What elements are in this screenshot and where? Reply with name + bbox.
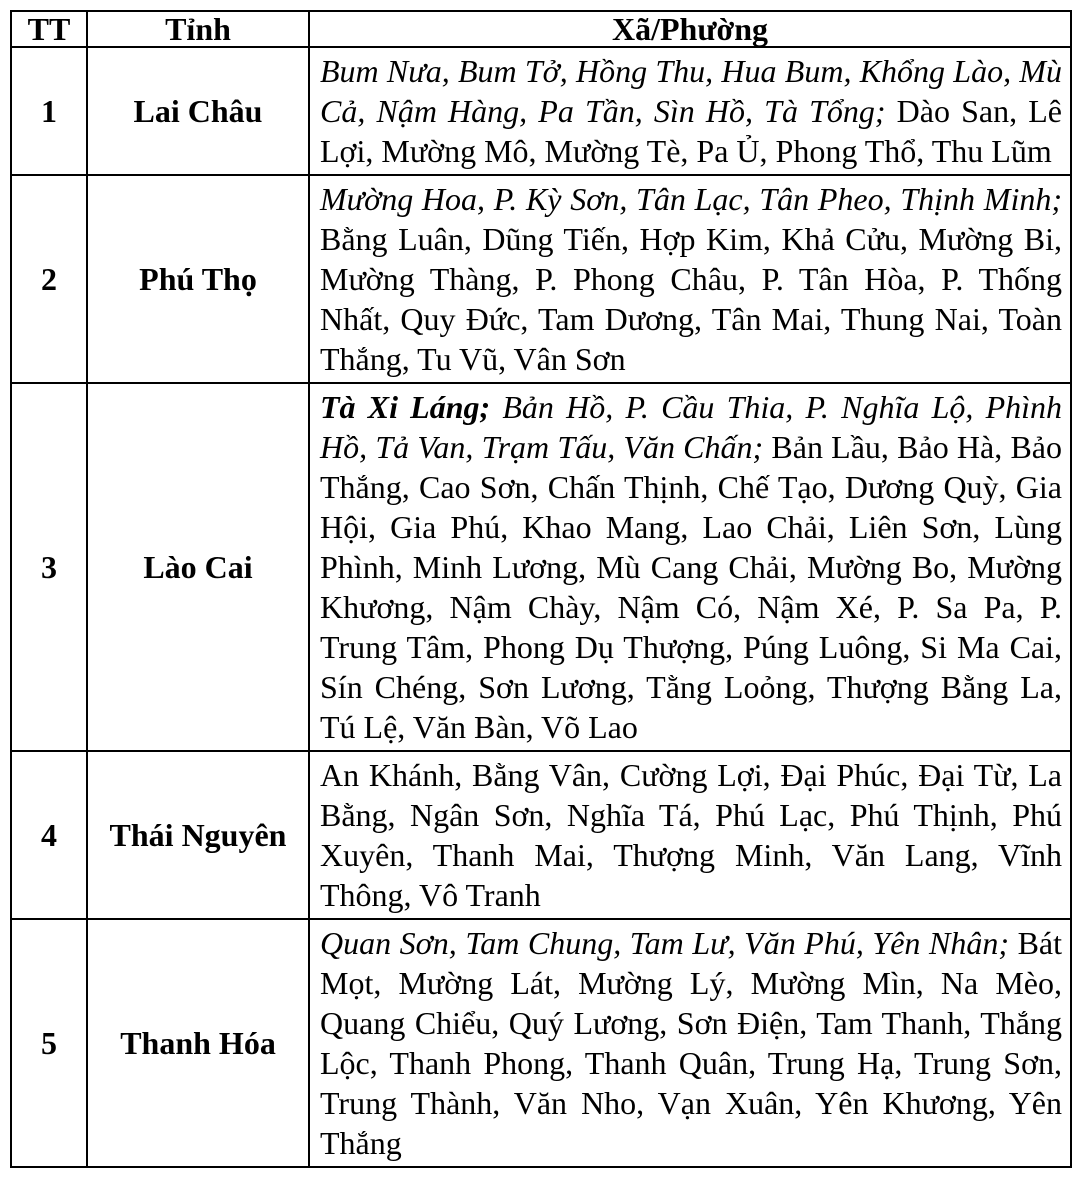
table-row: [11, 175, 1071, 383]
communes-list: [309, 919, 1071, 1167]
row-number: 2: [11, 175, 87, 383]
table-row: [11, 383, 1071, 751]
province-name: Phú Thọ: [87, 175, 309, 383]
table-body: [11, 47, 1071, 1167]
commune-segment: Tà Xi Láng;: [320, 389, 491, 425]
table-row: [11, 751, 1071, 919]
commune-segment: Bát Mọt, Mường Lát, Mường Lý, Mường Mìn, Na Mèo, Quang Chiểu, Quý Lương, Sơn Điện, Tam Thanh, Thắng Lộc, Thanh Phong, Thanh Quân, Trung Hạ, Trung Sơn, Trung Thành, Văn Nho, Vạn Xuân, Yên Khương, Yên Thắng: [320, 925, 1063, 1161]
commune-segment: Bằng Luân, Dũng Tiến, Hợp Kim, Khả Cửu, Mường Bi, Mường Thàng, P. Phong Châu, P. Tân Hòa, P. Thống Nhất, Quy Đức, Tam Dương, Tân Mai, Thung Nai, Toàn Thắng, Tu Vũ, Vân Sơn: [320, 221, 1062, 377]
commune-segment: An Khánh, Bằng Vân, Cường Lợi, Đại Phúc, Đại Từ, La Bằng, Ngân Sơn, Nghĩa Tá, Phú Lạc, Phú Thịnh, Phú Xuyên, Thanh Mai, Thượng Minh, Văn Lang, Vĩnh Thông, Vô Tranh: [320, 757, 1062, 913]
communes-list: [309, 47, 1071, 175]
commune-segment: Bum Nưa, Bum Tở, Hồng Thu, Hua Bum, Khổng Lào, Mù Cả, Nậm Hàng, Pa Tần, Sìn Hồ, Tà Tổng;: [320, 53, 1062, 129]
table-header-row: [11, 11, 1071, 47]
header-province: Tỉnh: [87, 11, 309, 47]
row-number: 1: [11, 47, 87, 175]
row-number: 4: [11, 751, 87, 919]
row-number: 3: [11, 383, 87, 751]
header-communes: Xã/Phường: [309, 11, 1071, 47]
province-name: Lào Cai: [87, 383, 309, 751]
table-row: [11, 919, 1071, 1167]
communes-list: [309, 751, 1071, 919]
communes-list: [309, 175, 1071, 383]
commune-segment: Mường Hoa, P. Kỳ Sơn, Tân Lạc, Tân Pheo, Thịnh Minh;: [320, 181, 1062, 217]
province-name: Thanh Hóa: [87, 919, 309, 1167]
province-name: Thái Nguyên: [87, 751, 309, 919]
header-tt: TT: [11, 11, 87, 47]
commune-segment: Quan Sơn, Tam Chung, Tam Lư, Văn Phú, Yên Nhân;: [320, 925, 1009, 961]
commune-segment: Dào San, Lê Lợi, Mường Mô, Mường Tè, Pa Ủ, Phong Thổ, Thu Lũm: [320, 93, 1063, 169]
commune-segment: Bản Lầu, Bảo Hà, Bảo Thắng, Cao Sơn, Chấn Thịnh, Chế Tạo, Dương Quỳ, Gia Hội, Gia Phú, Khao Mang, Lao Chải, Liên Sơn, Lùng Phình, Minh Lương, Mù Cang Chải, Mường Bo, Mường Khương, Nậm Chày, Nậm Có, Nậm Xé, P. Sa Pa, P. Trung Tâm, Phong Dụ Thượng, Púng Luông, Si Ma Cai, Sín Chéng, Sơn Lương, Tằng Loỏng, Thượng Bằng La, Tú Lệ, Văn Bàn, Võ Lao: [320, 429, 1063, 745]
table-row: [11, 47, 1071, 175]
commune-segment: Bản Hồ, P. Cầu Thia, P. Nghĩa Lộ, Phình Hồ, Tả Van, Trạm Tấu, Văn Chấn;: [320, 389, 1063, 465]
row-number: 5: [11, 919, 87, 1167]
province-name: Lai Châu: [87, 47, 309, 175]
communes-table: [10, 10, 1072, 1168]
communes-list: [309, 383, 1071, 751]
